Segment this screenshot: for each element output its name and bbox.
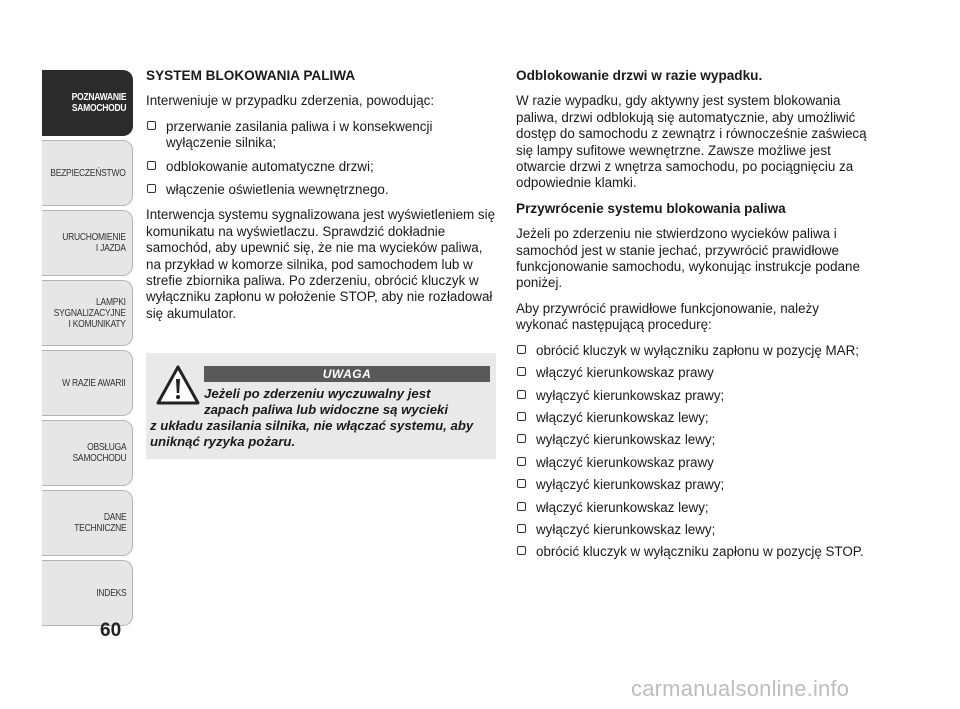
list-item: wyłączyć kierunkowskaz lewy; (516, 522, 872, 538)
tab-label: LAMPKI SYGNALIZACYJNE I KOMUNIKATY (53, 296, 126, 330)
warning-title: UWAGA (204, 366, 490, 382)
list-item: włączyć kierunkowskaz prawy (516, 455, 872, 471)
body-paragraph: Aby przywrócić prawidłowe funkcjonowanie, należy wykonać następującą procedurę: (516, 300, 819, 333)
warning-line: z układu zasilania silnika, nie włączać systemu, aby uniknąć ryzyka pożaru. (150, 418, 474, 449)
tab-obsluga-samochodu[interactable] (42, 420, 133, 486)
list-item: włączyć kierunkowskaz prawy (516, 365, 872, 381)
effects-list (146, 119, 496, 199)
tab-bezpieczenstwo[interactable] (42, 140, 133, 206)
warning-text (150, 386, 488, 450)
procedure-list (516, 343, 872, 561)
tab-poznawanie-samochodu[interactable] (42, 70, 133, 136)
tab-uruchomienie-i-jazda[interactable] (42, 210, 133, 276)
tab-indeks[interactable] (42, 560, 133, 626)
tab-label: POZNAWANIE SAMOCHODU (71, 92, 126, 114)
tab-label: INDEKS (95, 587, 126, 599)
chapter-sidebar (42, 70, 133, 630)
body-paragraph: Jeżeli po zderzeniu nie stwierdzono wycieków paliwa i samochód jest w stanie jechać, przywrócić prawidłowe funkcjonowanie samochodu, wykonując instrukcje podane poniżej. (516, 226, 860, 291)
warning-line: zapach paliwa lub widoczne są wycieki (204, 402, 449, 417)
list-item: wyłączyć kierunkowskaz lewy; (516, 432, 872, 448)
body-paragraph: W razie wypadku, gdy aktywny jest system blokowania paliwa, drzwi odblokują się automatycznie, aby umożliwić dostęp do samochodu z zewnątrz i równocześnie zaświecą się lampy sufitowe wewnętrzne. Zawsze możliwe jest otwarcie drzwi z wnętrza samochodu, po pociągnięciu za odpowiednie klamki. (516, 93, 867, 191)
tab-label: DANE TECHNICZNE (73, 512, 126, 534)
list-item: włączenie oświetlenia wewnętrznego. (146, 182, 496, 198)
intro-text: Interweniuje w przypadku zderzenia, powodując: (146, 93, 435, 109)
tab-lampki-sygnalizacyjne[interactable] (42, 280, 133, 346)
tab-dane-techniczne[interactable] (42, 490, 133, 556)
tab-label: W RAZIE AWARII (62, 377, 126, 389)
tab-label: BEZPIECZEŃSTWO (50, 167, 126, 179)
right-column (516, 68, 872, 570)
tab-label: URUCHOMIENIE I JAZDA (62, 232, 126, 254)
body-paragraph: Interwencja systemu sygnalizowana jest wyświetleniem się komunikatu na wyświetlaczu. Sprawdzić dokładnie samochód, aby upewnić się, że nie ma wycieków paliwa, na przykład w komorze silnika, pod samochodem lub w strefie zbiornika paliwa. Po zderzeniu, obrócić kluczyk w wyłączniku zapłonu w położenie STOP, aby nie rozładował się akumulator. (146, 207, 496, 321)
list-item: obrócić kluczyk w wyłączniku zapłonu w pozycję MAR; (516, 343, 872, 359)
list-item: wyłączyć kierunkowskaz prawy; (516, 388, 872, 404)
watermark-text: carmanualsonline.info (631, 676, 850, 701)
list-item: wyłączyć kierunkowskaz prawy; (516, 477, 872, 493)
warning-box (146, 353, 496, 459)
section-heading: Przywrócenie systemu blokowania paliwa (516, 200, 786, 216)
list-item: odblokowanie automatyczne drzwi; (146, 159, 496, 175)
section-heading: SYSTEM BLOKOWANIA PALIWA (146, 68, 356, 83)
page-number: 60 (100, 620, 122, 641)
left-column (146, 68, 496, 331)
list-item: włączyć kierunkowskaz lewy; (516, 500, 872, 516)
list-item: przerwanie zasilania paliwa i w konsekwencji wyłączenie silnika; (146, 119, 496, 152)
warning-line: Jeżeli po zderzeniu wyczuwalny jest (204, 386, 431, 401)
tab-w-razie-awarii[interactable] (42, 350, 133, 416)
tab-label: OBSŁUGA SAMOCHODU (72, 442, 126, 464)
list-item: włączyć kierunkowskaz lewy; (516, 410, 872, 426)
list-item: obrócić kluczyk w wyłączniku zapłonu w pozycję STOP. (516, 544, 872, 560)
section-heading: Odblokowanie drzwi w razie wypadku. (516, 68, 763, 83)
